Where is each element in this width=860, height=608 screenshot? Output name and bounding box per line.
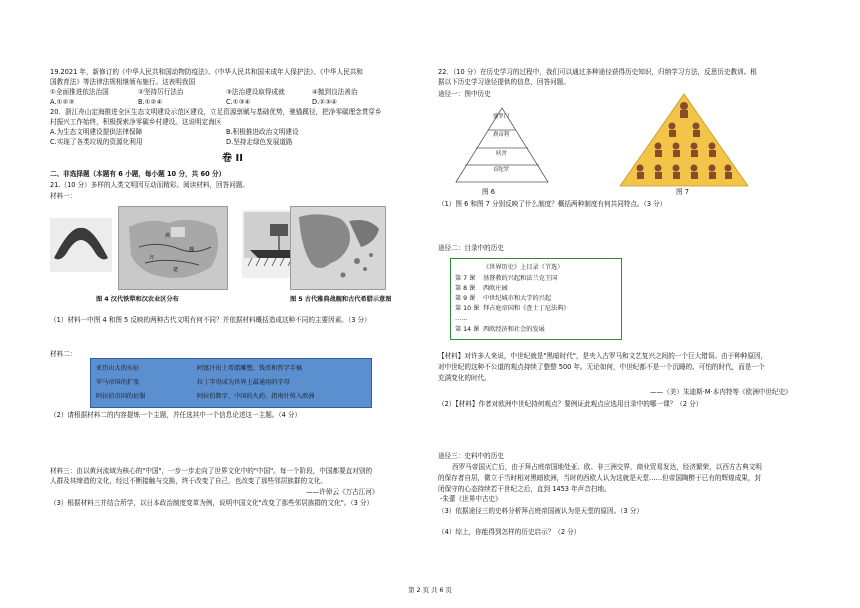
pyramid-level: 吠舍 [496, 151, 507, 157]
way1-heading: 途径一：图中历史 [438, 90, 491, 98]
toc-lesson-no: 第 7 课 [455, 275, 476, 282]
map-label: 齐 [149, 255, 155, 261]
toc-lesson-no: 第 14 课 [455, 326, 480, 333]
q19-opt2: ②坚持厉行法治 [138, 88, 184, 96]
q20-choice-a: A.为生态文明建设提供法律保障 [50, 128, 143, 136]
toc-lesson-no: 第 10 课 [455, 305, 480, 312]
left-column [50, 0, 422, 608]
q19-choice-d: D.②③④ [312, 98, 337, 106]
q22-material-source: ——（美）朱迪斯·M·本内特等《欧洲中世纪史》 [650, 388, 792, 396]
q21-material3-line1: 材料三：由以黄河流域为核心的"中国"，一步一步走向了世界文化中的"中国"。每一个阶段，中国都要直对别的 [50, 467, 373, 475]
pyramid-level: 首陀罗 [493, 167, 510, 173]
q21-sub3: （3）根据材料三并结合所学，以日本政治制度变革为例，说明中国文化"改变了那些邻居族群的文化"。（3 分） [50, 499, 374, 507]
q19-opt3: ③法治建设取得成就 [226, 88, 285, 96]
q20-choice-b: B.积极推进政治文明建设 [226, 128, 299, 136]
material2-result: 拉丁字母成为世界上最通用的字母 [197, 379, 290, 386]
material2-event: 亚历山大的东征 [96, 365, 140, 372]
greece-map [290, 206, 386, 290]
q21-material3-source: ——许倬云《万古江河》 [306, 488, 379, 496]
material2-result: 阿富汗出土希腊雕塑、钱币和哲学手稿 [197, 365, 303, 372]
pyramid-level: 婆罗门 [493, 114, 510, 120]
q21-intro: 21.（10 分）多样的人类文明因互动而精彩。阅读材料，回答问题。 [50, 181, 250, 189]
toc-lesson-no: 第 8 课 [455, 285, 476, 292]
fig5-caption: 图 5 古代雅典战舰和古代希腊示意图 [290, 296, 392, 303]
feudal-pyramid-diagram [618, 92, 750, 188]
fig4-caption: 图 4 汉代铁犁和汉农业区分布 [96, 296, 179, 303]
material2-event: 阿拉伯帝国的征服 [96, 393, 146, 400]
toc-lesson-no: 第 9 课 [455, 295, 476, 302]
q20-choice-c: C.实现了各类垃圾的资源化利用 [50, 138, 143, 146]
q19-choice-a: A.①②③ [50, 98, 75, 106]
q19-opt4: ④抛到良法善治 [312, 88, 358, 96]
toc-lesson-title: 拜占庭帝国和《查士丁尼法典》 [483, 305, 570, 312]
fig7-caption: 图 7 [676, 188, 689, 196]
toc-lesson-title: 西欧经济和社会的发展 [483, 326, 545, 333]
q21-sub2: （2）请根据材料二的内容提炼一个主题，并任选其中一个信息论述这一主题。（4 分） [50, 411, 302, 419]
q22-intro-line1: 22．（10 分）在历史学习的过程中，我们可以通过多种途径获得历史知识，归纳学习方法，反思历史教训。根 [438, 68, 757, 76]
material2-box [90, 358, 372, 408]
q22-sub1: （1）图 6 和图 7 分别反映了什么制度？概括两种制度有何共同特点。（3 分） [438, 200, 667, 208]
fig6-caption: 图 6 [482, 188, 495, 196]
q19-line2: 国教育法》等法律法规相继颁布施行。这表明我国 [50, 78, 196, 86]
q22-source-citation: -朱蕾《世界中古史》 [440, 495, 502, 503]
q22-sub2: （2）【材料】作者对欧洲中世纪持何观点？要例证此观点应选用目录中的哪一课？（2 分） [438, 400, 703, 408]
toc-title: 《世界历史》上目录（节选） [483, 264, 564, 271]
q22-source-line3: 闭保守的心态持续若干世纪之后，直到 1453 年声音扫地。 [438, 485, 611, 493]
section2-heading: 二、非选择题（本题有 6 小题，每小题 10 分，共 60 分） [50, 170, 226, 178]
q21-material2-label: 材料二： [50, 350, 77, 358]
q22-sub4: （4）综上，你能得到怎样的历史启示？（2 分） [438, 528, 581, 536]
map-label: 燕 [165, 233, 171, 239]
q22-material-line3: 充满变化的时代。 [438, 374, 491, 382]
q22-source-line1: 西罗马帝国灭亡后，由于拜占庭帝国地处亚、欧、非三洲交界，商业贸易发达，经济繁荣，以西方古典文明 [452, 463, 762, 471]
q22-material-line1: 【材料】对许多人来说，中世纪就是"黑暗时代"，是夹入古罗马和文艺复兴之间的一个巨大错误。由于种种原因， [438, 352, 768, 360]
right-column [438, 0, 828, 608]
iron-plough-icon [50, 218, 112, 272]
q19-choice-b: B.①②④ [138, 98, 163, 106]
q21-material1-label: 材料一： [50, 192, 77, 200]
q20-line1: 20．浙江舟山定海推进全区生态文明建设示范区建设，立足资源禀赋与基础优势，驰锚蹊径，把净零碳理念贯穿乡 [50, 108, 382, 116]
q21-material3-line2: 人群及其缔造的文化，经过不断接触与交换，终于改变了自己，也改变了那些邻居族群的文化。 [50, 477, 327, 485]
map-label: 魏 [189, 247, 195, 253]
greece-map-icon [291, 207, 385, 289]
toc-lesson-title: 基督教的兴起和法兰克王国 [483, 275, 558, 282]
q22-sub3: （3）依据途径三的史料分析拜占庭帝国被认为是天堂的原因。（3 分） [438, 507, 643, 515]
material2-result: 阿拉伯数字、中国的火药、指南针传入欧洲 [197, 393, 315, 400]
q19-opt1: ①全面推进依法治国 [50, 88, 109, 96]
toc-ellipsis: …… [455, 315, 468, 322]
q20-choice-d: D.坚持走绿色发展道路 [226, 138, 293, 146]
toc-lesson-title: 中世纪城市和大学的兴起 [483, 295, 552, 302]
toc-lesson-title: 西欧庄园 [483, 285, 508, 292]
q19-line1: 19.2021 年，新修订的《中华人民共和国动物防疫法》、《中华人民共和国未成年人保护法》、《中华人民共和 [50, 68, 363, 76]
china-map-icon [119, 207, 227, 289]
q19-choice-c: C.①③④ [226, 98, 251, 106]
han-agriculture-map [118, 206, 228, 290]
q22-material-line2: 对中世纪的这种不公道的观点持续了整整 500 年。无论如何，中世纪都不是一个沉睡的、可怕的时代，而是一个 [438, 363, 765, 371]
q20-line2: 村振兴工作始终，积极探索净零碳乡村建设。这说明定海区 [50, 118, 222, 126]
part2-title: 卷 II [222, 153, 243, 164]
iron-plough-image [50, 218, 112, 272]
map-label: 楚 [173, 267, 179, 273]
way3-heading: 途径三：史料中的历史 [438, 452, 504, 460]
pyramid-level: 刹帝利 [493, 132, 510, 138]
q22-source-line2: 的保存者自居，微立于当时相对黑暗欧洲，当时的西欧人认为这就是天堂……但帝国陶醉于已有的辉煌成果，封 [438, 474, 762, 482]
q21-sub1: （1）材料一中图 4 和图 5 反映的两种古代文明有何不同？并依据材料概括造成这种不同的主要因素。（3 分） [50, 316, 371, 324]
toc-box [450, 258, 622, 340]
material2-event: 罗马帝国的扩张 [96, 379, 140, 386]
q22-intro-line2: 据以下历史学习途径提供的信息，回答问题。 [438, 78, 570, 86]
page-footer: 第 2 页 共 6 页 [408, 586, 452, 594]
way2-heading: 途径二：目录中的历史 [438, 244, 504, 252]
